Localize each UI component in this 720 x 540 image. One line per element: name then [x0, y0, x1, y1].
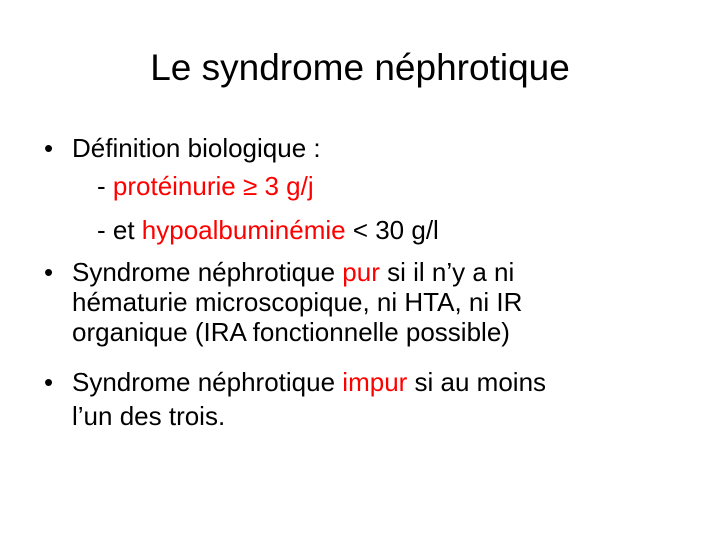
bullet-2-text-after: si il n’y a ni: [379, 257, 515, 287]
sub-1-prefix: -: [97, 171, 113, 201]
bullet-2-line-2: hématurie microscopique, ni HTA, ni IR: [72, 287, 523, 317]
sub-2-prefix: - et: [97, 215, 142, 245]
bullet-marker: •: [44, 367, 54, 397]
bullet-3-line-2: l’un des trois.: [72, 401, 226, 431]
bullet-3-text-before: Syndrome néphrotique: [72, 367, 343, 397]
bullet-2-text-before: Syndrome néphrotique: [72, 257, 343, 287]
sub-2-suffix: < 30 g/l: [345, 215, 439, 245]
sub-1-highlight-proteinurie: protéinurie ≥ 3 g/j: [112, 171, 314, 201]
bullet-3-line-1: [72, 367, 546, 397]
bullet-3-text-after: si au moins: [407, 367, 547, 397]
bullet-1-heading: Définition biologique :: [72, 133, 321, 163]
slide-title: Le syndrome néphrotique: [150, 47, 570, 88]
bullet-2-highlight-pur: pur: [342, 257, 380, 287]
bullet-marker: •: [44, 257, 54, 287]
bullet-3-highlight-impur: impur: [342, 367, 408, 397]
bullet-1-sub-2: [97, 215, 439, 245]
bullet-2-line-1: [72, 257, 514, 287]
bullet-marker: •: [44, 133, 54, 163]
bullet-2-line-3: organique (IRA fonctionnelle possible): [72, 317, 510, 347]
bullet-1-sub-1: [97, 171, 314, 201]
sub-2-highlight-hypoalbuminemie: hypoalbuminémie: [141, 215, 346, 245]
